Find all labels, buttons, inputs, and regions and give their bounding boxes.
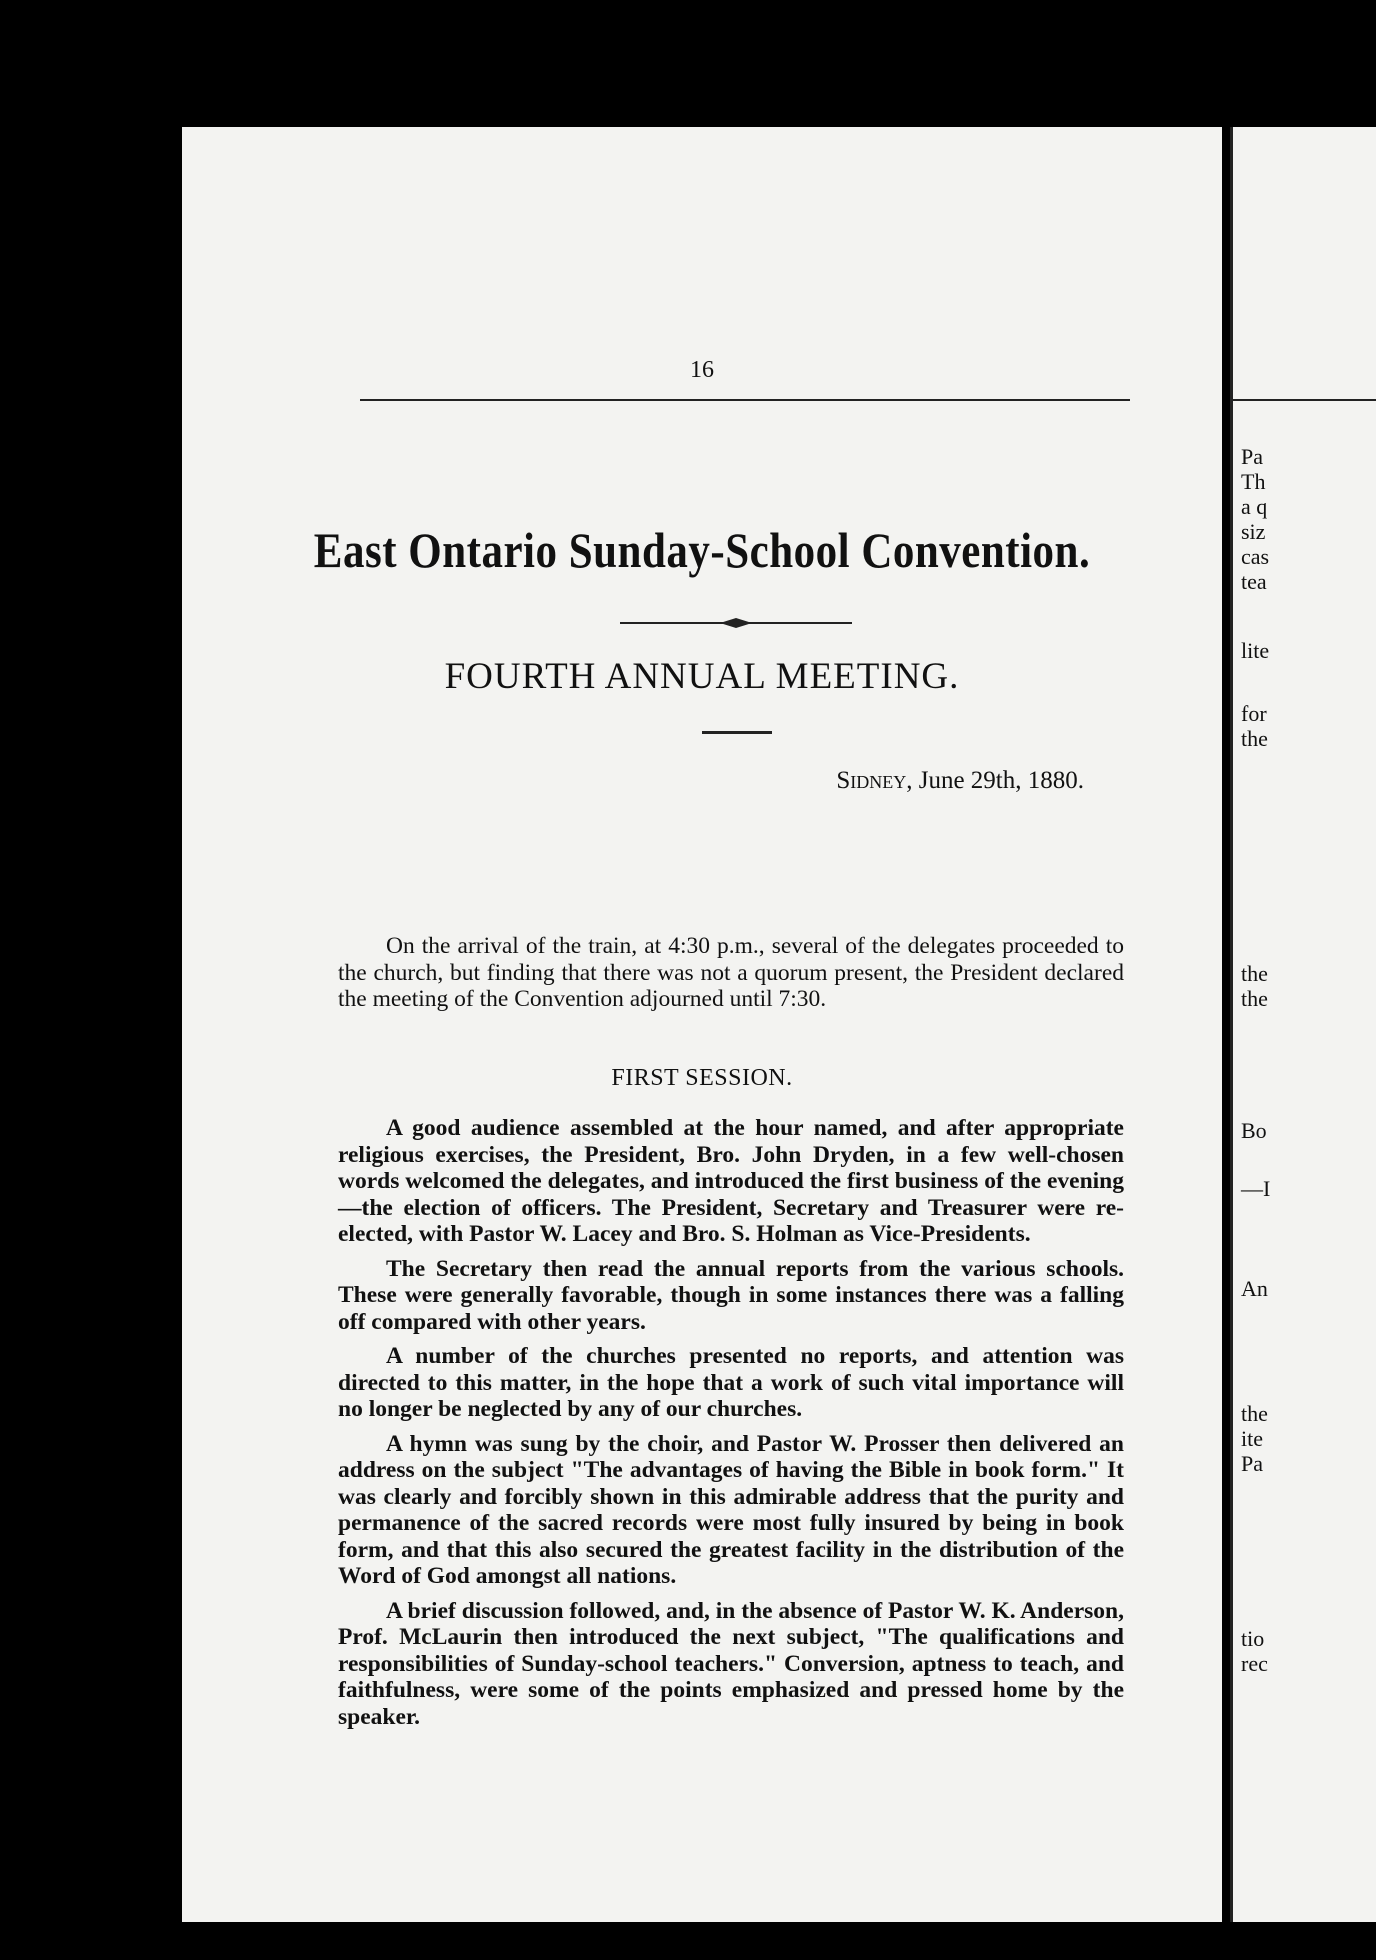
right-header-rule bbox=[1233, 399, 1376, 401]
session-heading: FIRST SESSION. bbox=[611, 1065, 793, 1091]
right-fragment: lite bbox=[1241, 638, 1270, 663]
right-fragment: rec bbox=[1241, 1651, 1268, 1676]
right-fragment: An bbox=[1241, 1276, 1268, 1301]
dateline-place: Sidney, bbox=[836, 767, 913, 794]
right-fragment: —I bbox=[1241, 1176, 1271, 1201]
right-fragment: tea bbox=[1241, 569, 1267, 594]
title-ornament bbox=[620, 617, 852, 629]
paragraph: A brief discussion followed, and, in the absence of Pastor W. K. Anderson, Prof. McLaurin then introduced the next subject, "The qualifications and responsibilities of Sunday-school teachers." Conversion, aptness to teach, and faithfulness, were some of the points emphasized and pressed home by the speaker. bbox=[338, 1597, 1124, 1730]
right-fragment: Pa bbox=[1241, 444, 1263, 469]
right-fragment: the bbox=[1241, 961, 1268, 986]
right-fragment: a q bbox=[1241, 494, 1268, 519]
paragraph: A hymn was sung by the choir, and Pastor W. Prosser then delivered an address on the subject "The advantages of having the Bible in book form." It was clearly and forcibly shown in this admirable address that the purity and permanence of the sacred records were most fully insured by being in book form, and that this also secured the greatest facility in the distribution of the Word of God amongst all nations. bbox=[338, 1430, 1124, 1589]
right-page-edge bbox=[1230, 127, 1376, 1922]
right-fragment: Th bbox=[1241, 469, 1266, 494]
dateline bbox=[836, 767, 1084, 795]
left-page bbox=[182, 127, 1222, 1922]
dateline-date: June 29th, 1880. bbox=[918, 767, 1084, 794]
header-rule bbox=[360, 399, 1130, 401]
paragraph: A number of the churches presented no reports, and attention was directed to this matter, in the hope that a work of such vital importance will no longer be neglected by any of our churches. bbox=[338, 1343, 1124, 1422]
right-fragment: the bbox=[1241, 1401, 1268, 1426]
right-fragment: siz bbox=[1241, 519, 1266, 544]
document-title: East Ontario Sunday-School Convention. bbox=[313, 524, 1091, 579]
paragraph: The Secretary then read the annual reports from the various schools. These were generally favorable, though in some instances there was a falling off compared with other years. bbox=[338, 1255, 1124, 1335]
heading-rule bbox=[702, 731, 772, 734]
intro-paragraph bbox=[338, 933, 1124, 1021]
meeting-heading: FOURTH ANNUAL MEETING. bbox=[444, 656, 960, 697]
right-fragment: Bo bbox=[1241, 1118, 1267, 1143]
intro-text: On the arrival of the train, at 4:30 p.m., several of the delegates proceeded to the church, but finding that there was not a quorum present, the President declared the meeting of the Convention adjourned until 7:30. bbox=[338, 933, 1124, 1012]
right-fragment: for bbox=[1241, 701, 1267, 726]
right-fragment: Pa bbox=[1241, 1451, 1263, 1476]
page-number: 16 bbox=[690, 357, 714, 383]
right-fragment: ite bbox=[1241, 1426, 1263, 1451]
right-fragment: the bbox=[1241, 986, 1268, 1011]
right-fragment: the bbox=[1241, 726, 1268, 751]
right-fragment: tio bbox=[1241, 1626, 1265, 1651]
paragraph: A good audience assembled at the hour named, and after appropriate religious exercises, the President, Bro. John Dryden, in a few well-chosen words welcomed the delegates, and introduced the first business of the evening—the election of officers. The President, Secretary and Treasurer were re-elected, with Pastor W. Lacey and Bro. S. Holman as Vice-Presidents. bbox=[338, 1115, 1124, 1247]
session-body bbox=[338, 1115, 1124, 1738]
right-fragment: cas bbox=[1241, 544, 1270, 569]
